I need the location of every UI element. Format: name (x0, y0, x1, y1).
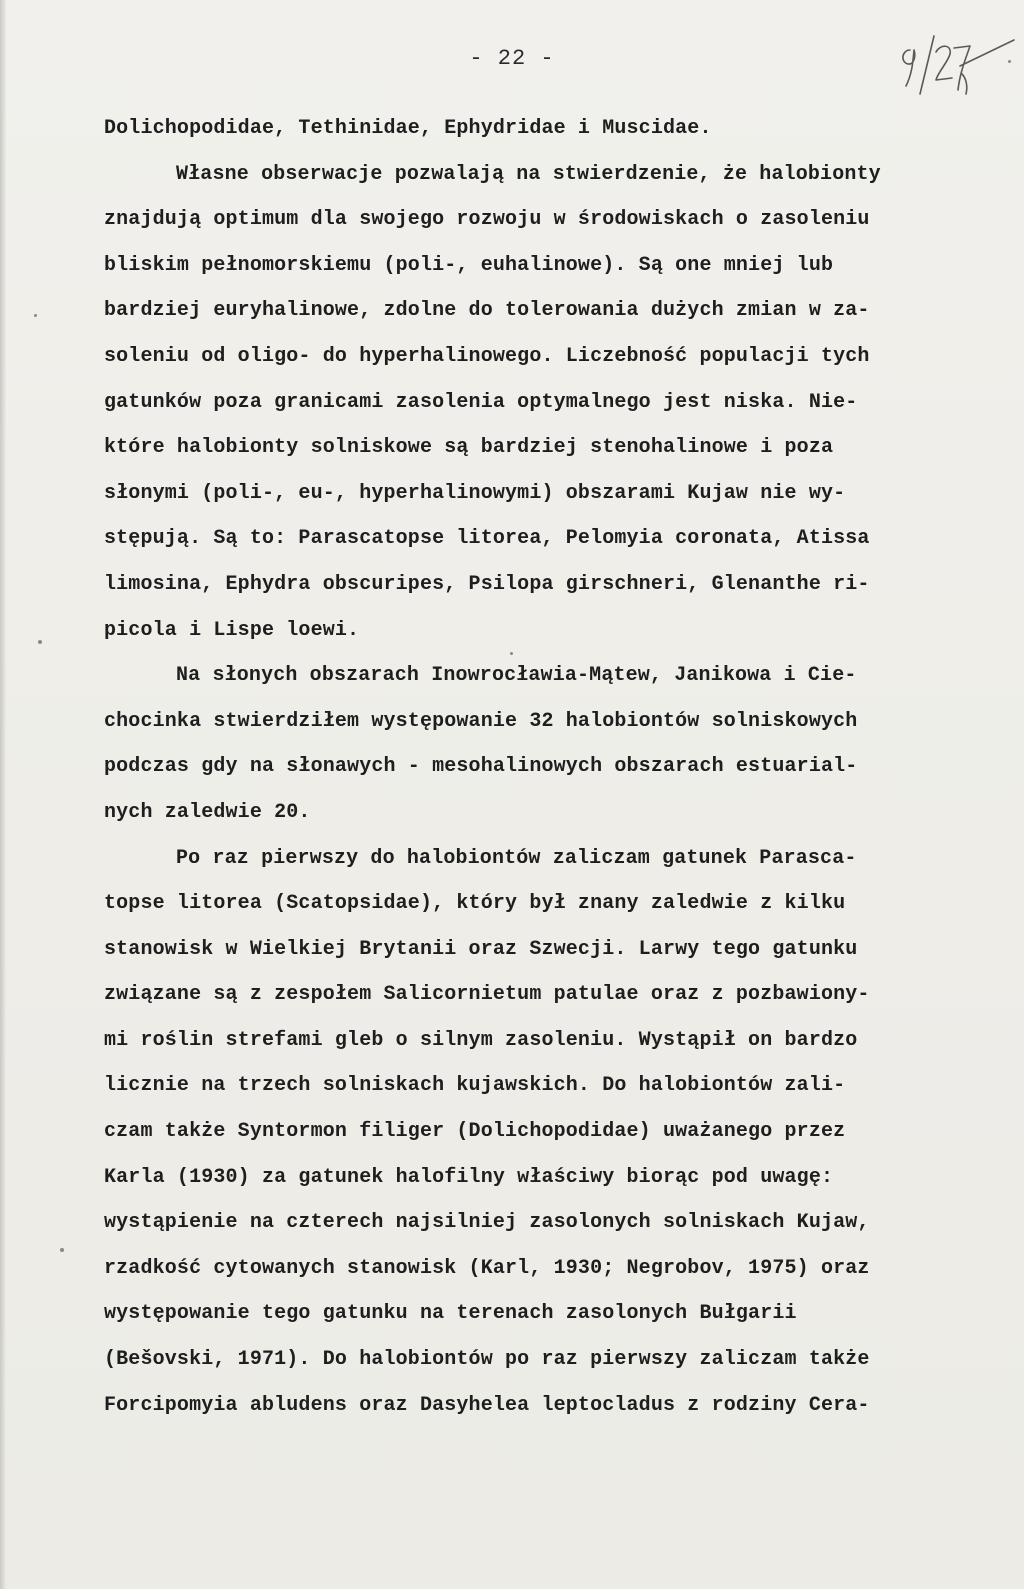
text-line: topse litorea (Scatopsidae), który był znany zaledwie z kilku (104, 892, 846, 916)
text-line: Karla (1930) za gatunek halofilny właściwy biorąc pod uwagę: (104, 1165, 834, 1189)
page-number: - 22 - (469, 46, 555, 71)
document-body-text (104, 106, 990, 1428)
text-line: znajdują optimum dla swojego rozwoju w środowiskach o zasoleniu (104, 208, 870, 232)
paper-speck (60, 1248, 64, 1252)
text-line: Forcipomyia abludens oraz Dasyhelea leptocladus z rodziny Cera- (104, 1393, 870, 1417)
paper-speck (510, 652, 513, 655)
text-line: czam także Syntormon filiger (Dolichopodidae) uważanego przez (104, 1120, 846, 1144)
text-line: nych zaledwie 20. (104, 800, 311, 824)
text-line: bliskim pełnomorskiemu (poli-, euhalinowe). Są one mniej lub (104, 253, 834, 277)
text-line: gatunków poza granicami zasolenia optymalnego jest niska. Nie- (104, 390, 858, 414)
paper-speck (1008, 60, 1011, 63)
text-line: (Bešovski, 1971). Do halobiontów po raz pierwszy zaliczam także (104, 1348, 870, 1372)
text-line: stępują. Są to: Parascatopse litorea, Pelomyia coronata, Atissa (104, 527, 870, 551)
text-line: licznie na trzech solniskach kujawskich. Do halobiontów zali- (104, 1074, 846, 1098)
text-line: Na słonych obszarach Inowrocławia-Mątew, Janikowa i Cie- (176, 664, 857, 688)
text-line: podczas gdy na słonawych - mesohalinowych obszarach estuarial- (104, 755, 858, 779)
text-line: które halobionty solniskowe są bardziej stenohalinowe i poza (104, 436, 834, 460)
page-edge-shadow (0, 0, 6, 1589)
text-line: wystąpienie na czterech najsilniej zasolonych solniskach Kujaw, (104, 1211, 870, 1235)
text-line: związane są z zespołem Salicornietum patulae oraz z pozbawiony- (104, 983, 870, 1007)
text-line: mi roślin strefami gleb o silnym zasoleniu. Wystąpił on bardzo (104, 1028, 858, 1052)
text-line: bardziej euryhalinowe, zdolne do tolerowania dużych zmian w za- (104, 299, 870, 323)
text-line: stanowisk w Wielkiej Brytanii oraz Szwecji. Larwy tego gatunku (104, 937, 858, 961)
paper-speck (34, 314, 37, 317)
handwritten-page-annotation (896, 28, 1016, 98)
text-line: picola i Lispe loewi. (104, 618, 360, 642)
text-line: Własne obserwacje pozwalają na stwierdzenie, że halobionty (176, 162, 881, 186)
text-line: chocinka stwierdziłem występowanie 32 halobiontów solniskowych (104, 709, 858, 733)
text-line: limosina, Ephydra obscuripes, Psilopa girschneri, Glenanthe ri- (104, 572, 870, 596)
paper-speck (38, 640, 42, 644)
text-line: soleniu od oligo- do hyperhalinowego. Liczebność populacji tych (104, 344, 870, 368)
text-line: rzadkość cytowanych stanowisk (Karl, 1930; Negrobov, 1975) oraz (104, 1256, 870, 1280)
text-line: Dolichopodidae, Tethinidae, Ephydridae i Muscidae. (104, 117, 712, 140)
text-line: słonymi (poli-, eu-, hyperhalinowymi) obszarami Kujaw nie wy- (104, 481, 846, 505)
text-line: Po raz pierwszy do halobiontów zaliczam gatunek Parasca- (176, 846, 857, 870)
text-line: występowanie tego gatunku na terenach zasolonych Bułgarii (104, 1302, 797, 1326)
